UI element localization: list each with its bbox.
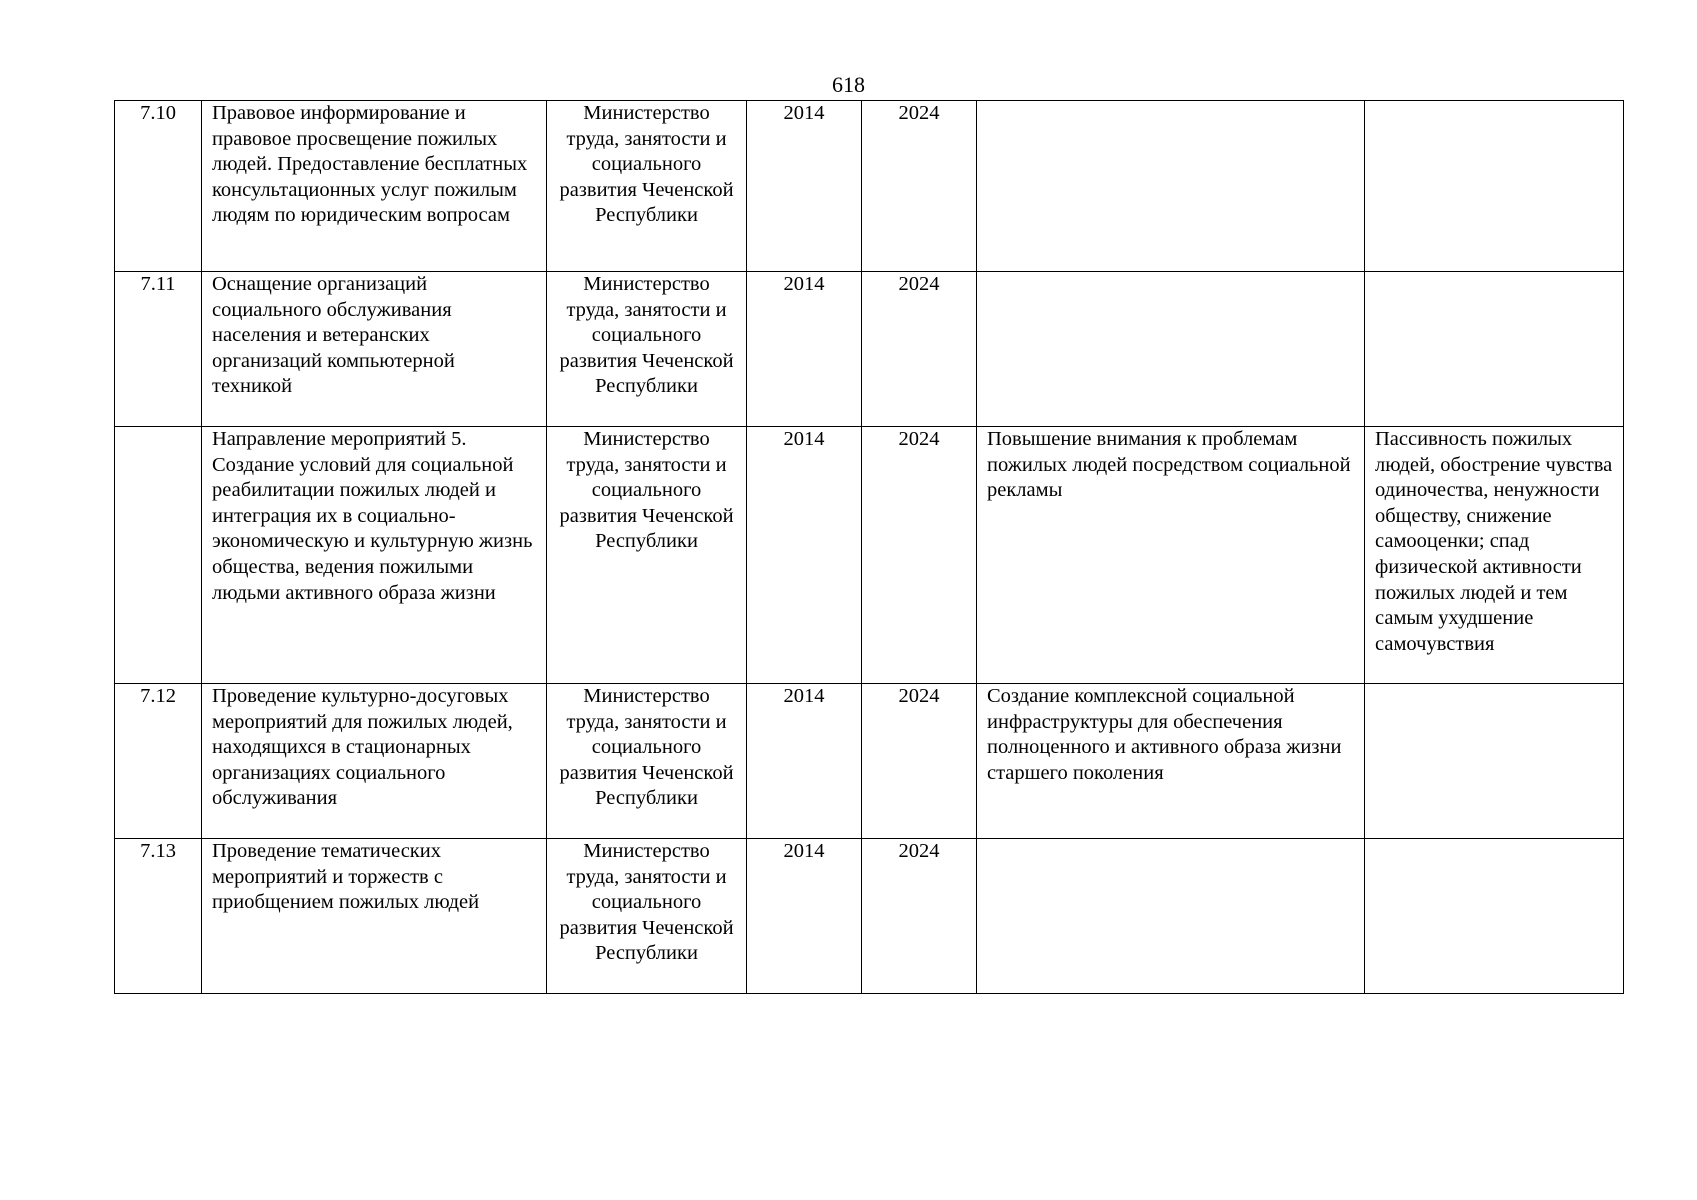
consequences-cell — [1365, 272, 1624, 427]
start-year-cell: 2014 — [747, 839, 862, 994]
expected-result-cell — [977, 839, 1365, 994]
executor-cell: Министерство труда, занятости и социального развития Чеченской Республики — [547, 427, 747, 684]
table-row — [115, 839, 1624, 994]
expected-result-cell — [977, 101, 1365, 272]
executor-cell: Министерство труда, занятости и социального развития Чеченской Республики — [547, 101, 747, 272]
end-year-cell: 2024 — [862, 839, 977, 994]
page-number: 618 — [832, 72, 865, 97]
item-number-cell: 7.10 — [115, 101, 202, 272]
table-row — [115, 272, 1624, 427]
consequences-cell — [1365, 839, 1624, 994]
end-year-cell: 2024 — [862, 684, 977, 839]
consequences-cell — [1365, 684, 1624, 839]
start-year-cell: 2014 — [747, 684, 862, 839]
end-year-cell: 2024 — [862, 427, 977, 684]
expected-result-cell — [977, 272, 1365, 427]
consequences-cell: Пассивность пожилых людей, обострение чувства одиночества, ненужности обществу, снижение самооценки; спад физической активности пожилых людей и тем самым ухудшение самочувствия — [1365, 427, 1624, 684]
table-row — [115, 684, 1624, 839]
measure-name-cell: Оснащение организаций социального обслуживания населения и ветеранских организаций компьютерной техникой — [202, 272, 547, 427]
end-year-cell: 2024 — [862, 272, 977, 427]
measure-name-cell: Проведение культурно-досуговых мероприятий для пожилых людей, находящихся в стационарных организациях социального обслуживания — [202, 684, 547, 839]
item-number-cell: 7.12 — [115, 684, 202, 839]
executor-cell: Министерство труда, занятости и социального развития Чеченской Республики — [547, 684, 747, 839]
measure-name-cell: Правовое информирование и правовое просвещение пожилых людей. Предоставление бесплатных консультационных услуг пожилым людям по юридическим вопросам — [202, 101, 547, 272]
item-number-cell: 7.13 — [115, 839, 202, 994]
expected-result-cell: Создание комплексной социальной инфраструктуры для обеспечения полноценного и активного образа жизни старшего поколения — [977, 684, 1365, 839]
executor-cell: Министерство труда, занятости и социального развития Чеченской Республики — [547, 839, 747, 994]
item-number-cell: 7.11 — [115, 272, 202, 427]
table-row — [115, 101, 1624, 272]
start-year-cell: 2014 — [747, 272, 862, 427]
table-row — [115, 427, 1624, 684]
start-year-cell: 2014 — [747, 101, 862, 272]
end-year-cell: 2024 — [862, 101, 977, 272]
start-year-cell: 2014 — [747, 427, 862, 684]
measure-name-cell: Проведение тематических мероприятий и торжеств с приобщением пожилых людей — [202, 839, 547, 994]
consequences-cell — [1365, 101, 1624, 272]
item-number-cell — [115, 427, 202, 684]
executor-cell: Министерство труда, занятости и социального развития Чеченской Республики — [547, 272, 747, 427]
measures-table — [114, 100, 1624, 994]
expected-result-cell: Повышение внимания к проблемам пожилых людей посредством социальной рекламы — [977, 427, 1365, 684]
measure-name-cell: Направление мероприятий 5. Создание условий для социальной реабилитации пожилых людей и интеграция их в социально-экономическую и культурную жизнь общества, ведения пожилыми людьми активного образа жизни — [202, 427, 547, 684]
